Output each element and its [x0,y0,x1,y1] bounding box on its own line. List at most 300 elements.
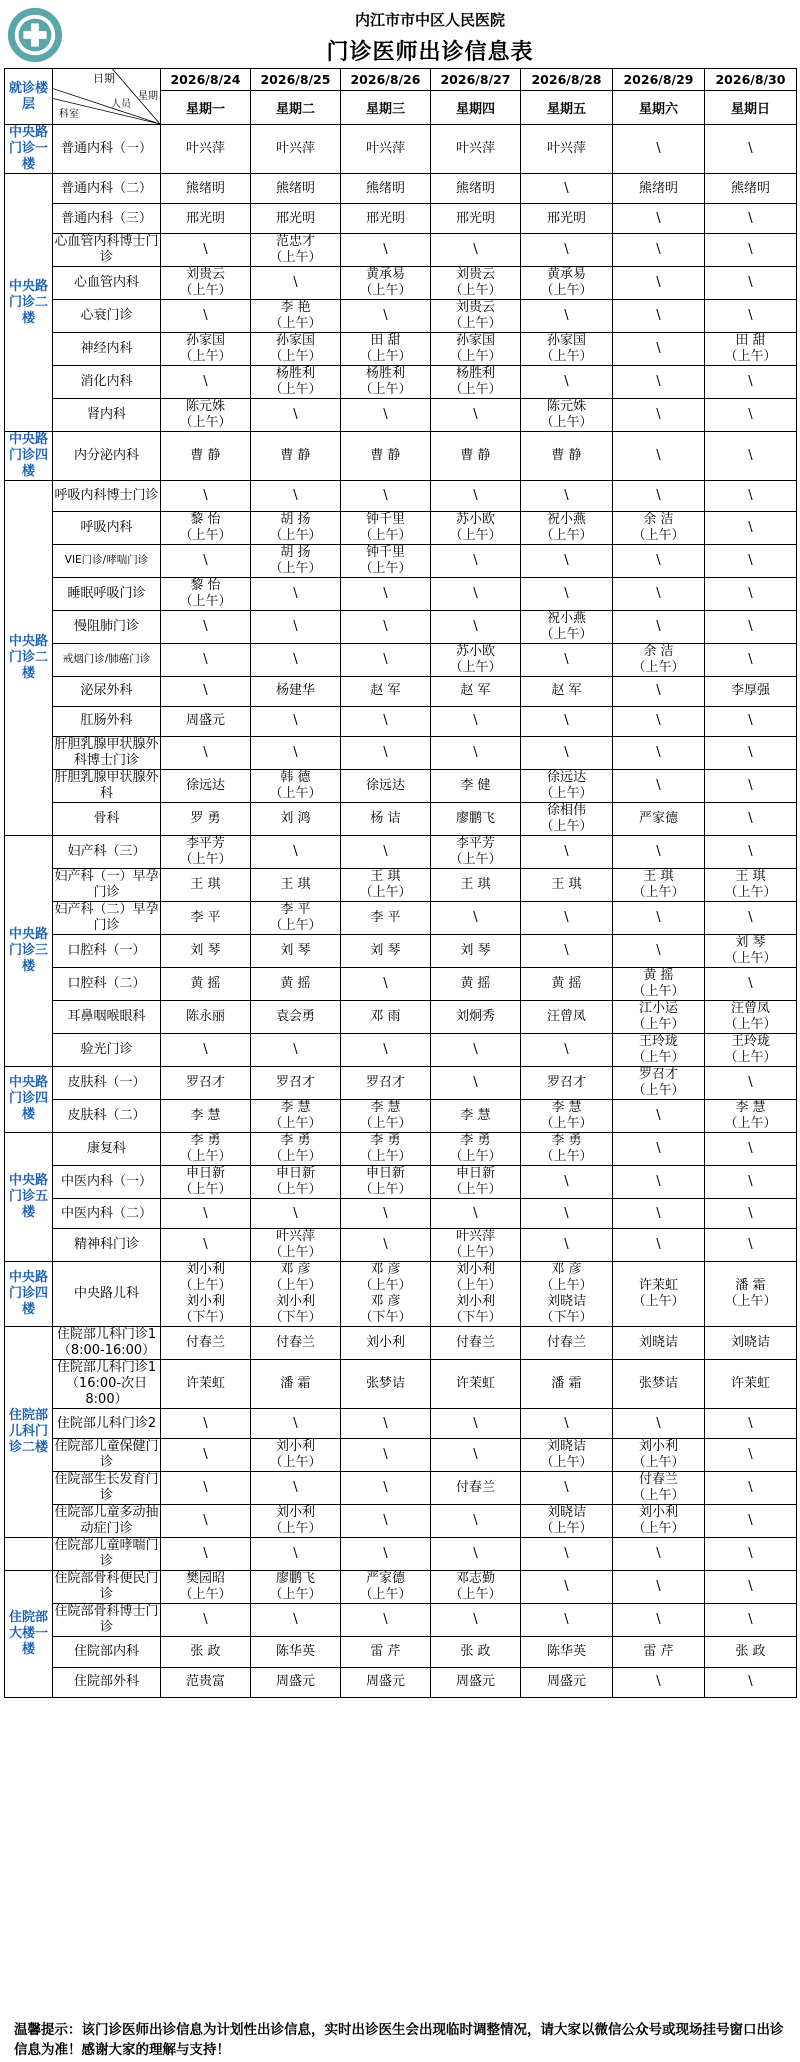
schedule-cell: \ [161,1538,251,1571]
schedule-cell: 刘晓诘 （上午） [521,1439,613,1472]
date-header: 2026/8/26 [341,69,431,91]
schedule-cell: \ [431,610,521,643]
schedule-cell: \ [341,736,431,769]
schedule-cell: \ [341,835,431,868]
schedule-cell: \ [613,366,705,399]
schedule-cell: 袁会勇 [251,1000,341,1033]
table-row [5,1198,797,1228]
dept-cell: 中央路儿科 [53,1262,161,1327]
schedule-cell: 邢光明 [251,204,341,234]
dept-cell: VIE门诊/哮喘门诊 [53,544,161,577]
schedule-cell: 徐相伟 （上午） [521,802,613,835]
schedule-cell: 王 琪 （上午） [341,868,431,901]
schedule-cell: \ [161,1439,251,1472]
schedule-cell: 邓 彦 （上午） 刘晓诘 （下午） [521,1262,613,1327]
schedule-cell: 钟千里 （上午） [341,511,431,544]
schedule-cell: 申日新 （上午） [161,1165,251,1198]
dept-cell: 中医内科（二） [53,1198,161,1228]
schedule-cell: 刘小利 （上午） 刘小利 （下午） [431,1262,521,1327]
schedule-cell: \ [613,300,705,333]
schedule-cell: 廖鹏飞 [431,802,521,835]
schedule-cell: 邓志勤 （上午） [431,1571,521,1604]
schedule-cell: \ [705,1505,797,1538]
schedule-cell: \ [613,432,705,481]
schedule-cell: \ [613,1409,705,1439]
schedule-cell: \ [613,1604,705,1637]
schedule-cell: 熊绪明 [705,174,797,204]
schedule-cell: \ [705,1667,797,1697]
schedule-cell: 孙家国 （上午） [161,333,251,366]
schedule-cell: \ [705,481,797,511]
schedule-cell: \ [341,1439,431,1472]
schedule-cell: 叶兴萍 （上午） [251,1229,341,1262]
schedule-cell: 雷 芹 [613,1637,705,1667]
schedule-cell: \ [705,1229,797,1262]
schedule-cell: 王玲珑 （上午） [613,1033,705,1066]
schedule-cell: 叶兴萍 [521,125,613,174]
table-row [5,481,797,511]
schedule-cell: 王 琪 [521,868,613,901]
schedule-cell: \ [705,1538,797,1571]
schedule-cell: \ [705,967,797,1000]
schedule-cell: \ [251,1198,341,1228]
schedule-cell: \ [613,769,705,802]
table-row [5,1571,797,1604]
schedule-cell: 潘 霜 [251,1360,341,1409]
schedule-cell: 黎 怡 （上午） [161,577,251,610]
schedule-cell: 祝小燕 （上午） [521,610,613,643]
schedule-cell: 陈华英 [251,1637,341,1667]
date-header: 2026/8/29 [613,69,705,91]
schedule-cell: 罗 勇 [161,802,251,835]
floor-cell: 中央路门诊四楼 [5,1262,53,1327]
date-header: 2026/8/24 [161,69,251,91]
schedule-cell: 徐远达 （上午） [521,769,613,802]
schedule-cell: \ [431,1439,521,1472]
schedule-cell: 陈元姝 （上午） [161,399,251,432]
schedule-cell: \ [251,610,341,643]
schedule-cell: \ [341,1505,431,1538]
schedule-cell: \ [251,481,341,511]
schedule-cell: \ [613,901,705,934]
table-row [5,802,797,835]
schedule-cell: \ [341,481,431,511]
schedule-cell: \ [431,481,521,511]
schedule-cell: 付春兰 [521,1327,613,1360]
dept-cell: 妇产科（三） [53,835,161,868]
schedule-cell: \ [161,234,251,267]
dept-cell: 验光门诊 [53,1033,161,1066]
schedule-cell: 李 艳 （上午） [251,300,341,333]
schedule-cell: 刘小利 （上午） [251,1439,341,1472]
dept-cell: 消化内科 [53,366,161,399]
table-row [5,1439,797,1472]
schedule-cell: 叶兴萍 [251,125,341,174]
table-row [5,234,797,267]
date-header: 2026/8/28 [521,69,613,91]
schedule-cell: 曹 静 [161,432,251,481]
schedule-cell: \ [521,234,613,267]
schedule-cell: 王 琪 （上午） [613,868,705,901]
table-row [5,174,797,204]
schedule-cell: \ [251,577,341,610]
hospital-name: 内江市市中区人民医院 [354,11,505,29]
dept-cell: 妇产科（一）早孕门诊 [54,868,159,900]
schedule-cell: \ [705,1165,797,1198]
schedule-cell: \ [341,1604,431,1637]
table-row [5,577,797,610]
schedule-cell: \ [613,1099,705,1132]
schedule-cell: 刘小利 （上午） [251,1505,341,1538]
schedule-cell: 李 慧 [431,1099,521,1132]
table-row [5,967,797,1000]
schedule-cell: \ [705,1439,797,1472]
dept-cell: 肛肠外科 [53,706,161,736]
schedule-cell: \ [161,1409,251,1439]
schedule-cell: 张梦诘 [613,1360,705,1409]
dept-cell: 神经内科 [53,333,161,366]
schedule-cell: 罗召才 （上午） [613,1066,705,1099]
dept-cell: 肝胆乳腺甲状腺外科博士门诊 [54,736,159,768]
schedule-cell: 刘晓诘 [613,1327,705,1360]
schedule-cell: \ [251,1538,341,1571]
table-row [5,1505,797,1538]
schedule-cell: \ [613,234,705,267]
schedule-cell: 李 勇 （上午） [431,1132,521,1165]
schedule-cell: \ [251,643,341,676]
schedule-cell: \ [613,1538,705,1571]
dept-cell: 戒烟门诊/肺癌门诊 [53,643,161,676]
schedule-cell: 李 平 [161,901,251,934]
schedule-cell: \ [705,300,797,333]
schedule-cell: 许茉虹 [431,1360,521,1409]
table-row [5,676,797,706]
schedule-cell: 付春兰 [431,1472,521,1505]
dept-cell: 住院部骨科便民门诊 [54,1571,159,1603]
schedule-cell: 陈永丽 [161,1000,251,1033]
schedule-cell: 黄承易 （上午） [341,267,431,300]
schedule-cell: 周盛元 [161,706,251,736]
date-corner-label: 日期 [93,72,115,85]
schedule-cell: 付春兰 （上午） [613,1472,705,1505]
schedule-cell: \ [705,706,797,736]
schedule-cell: \ [161,1472,251,1505]
floor-cell: 中央路门诊三楼 [5,835,53,1066]
dept-cell: 住院部儿科门诊2 [53,1409,161,1439]
schedule-cell: 黄 摇 [161,967,251,1000]
dept-cell: 住院部儿童哮喘门诊 [54,1538,159,1570]
schedule-cell: \ [705,204,797,234]
floor-cell: 中央路门诊一楼 [5,125,53,174]
schedule-cell: \ [251,1409,341,1439]
schedule-cell: \ [705,835,797,868]
schedule-cell: 胡 扬 （上午） [251,544,341,577]
schedule-cell: \ [161,610,251,643]
schedule-cell: 周盛元 [521,1667,613,1697]
schedule-cell: 熊绪明 [431,174,521,204]
schedule-cell: 李 慧 （上午） [521,1099,613,1132]
table-row [5,511,797,544]
dept-cell: 精神科门诊 [53,1229,161,1262]
schedule-cell: \ [341,1472,431,1505]
schedule-cell: 张 政 [705,1637,797,1667]
schedule-cell: \ [341,234,431,267]
schedule-cell: \ [705,736,797,769]
dept-cell: 住院部生长发育门诊 [54,1472,159,1504]
schedule-cell: 刘贵云 （上午） [431,300,521,333]
weekday-header: 星期二 [251,91,341,125]
dept-corner-label: 科室 [59,109,79,120]
schedule-cell: 刘小利 [341,1327,431,1360]
dept-cell: 耳鼻咽喉眼科 [53,1000,161,1033]
schedule-cell: 祝小燕 （上午） [521,511,613,544]
schedule-cell: 孙家国 （上午） [521,333,613,366]
dept-cell: 康复科 [53,1132,161,1165]
schedule-cell: \ [521,481,613,511]
floor-cell: 中央路门诊二楼 [5,174,53,432]
dept-cell: 皮肤科（二） [53,1099,161,1132]
schedule-cell: \ [251,706,341,736]
schedule-cell: \ [705,802,797,835]
schedule-cell: 邢光明 [521,204,613,234]
table-row [5,366,797,399]
schedule-cell: \ [341,610,431,643]
schedule-cell: 申日新 （上午） [341,1165,431,1198]
schedule-cell: 潘 霜 [521,1360,613,1409]
schedule-cell: \ [613,267,705,300]
schedule-cell: \ [613,706,705,736]
schedule-cell: \ [521,1229,613,1262]
schedule-cell: \ [521,1604,613,1637]
schedule-cell: \ [161,736,251,769]
schedule-cell: \ [613,577,705,610]
floor-cell: 中央路门诊五楼 [5,1132,53,1261]
schedule-cell: 李 平 [341,901,431,934]
schedule-cell: 邓 彦 （上午） 邓 彦 （下午） [341,1262,431,1327]
hospital-logo [6,6,64,64]
schedule-cell: \ [431,1538,521,1571]
table-row [5,1409,797,1439]
schedule-cell: 王 琪 [431,868,521,901]
schedule-cell: 王玲珑 （上午） [705,1033,797,1066]
schedule-cell: \ [341,1538,431,1571]
weekday-header: 星期四 [431,91,521,125]
schedule-cell: \ [161,643,251,676]
schedule-cell: 杨建华 [251,676,341,706]
schedule-cell: \ [521,366,613,399]
schedule-cell: \ [705,643,797,676]
floor-header: 就诊楼层 [5,69,53,125]
table-row [5,125,797,174]
schedule-cell: \ [161,300,251,333]
table-row [5,333,797,366]
table-row [5,1667,797,1697]
schedule-cell: \ [705,511,797,544]
header-date-row [5,69,797,91]
schedule-cell: 杨胜利 （上午） [431,366,521,399]
schedule-cell: \ [521,577,613,610]
schedule-cell: \ [705,1198,797,1228]
schedule-cell: 陈元姝 （上午） [521,399,613,432]
schedule-cell: \ [613,610,705,643]
table-row [5,1538,797,1571]
schedule-cell: 黎 怡 （上午） [161,511,251,544]
schedule-cell: \ [705,1409,797,1439]
schedule-cell: 潘 霜 （上午） [705,1262,797,1327]
schedule-cell: \ [613,835,705,868]
schedule-cell: \ [161,481,251,511]
schedule-cell: 刘小利 （上午） [613,1439,705,1472]
table-row [5,204,797,234]
schedule-cell: \ [705,901,797,934]
schedule-cell: 赵 军 [341,676,431,706]
table-row [5,736,797,769]
schedule-cell: \ [705,610,797,643]
schedule-cell: \ [431,234,521,267]
schedule-cell: \ [705,769,797,802]
schedule-table [4,68,797,1698]
schedule-cell: 黄 摇 （上午） [613,967,705,1000]
schedule-cell: \ [613,333,705,366]
schedule-cell: \ [705,432,797,481]
schedule-cell: \ [431,577,521,610]
schedule-cell: 王 琪 [161,868,251,901]
schedule-cell: 曹 静 [251,432,341,481]
dept-cell: 普通内科（三） [53,204,161,234]
schedule-cell: \ [521,1538,613,1571]
dept-cell: 口腔科（一） [53,934,161,967]
dept-cell: 内分泌内科 [53,432,161,481]
schedule-cell: 韩 德 （上午） [251,769,341,802]
floor-cell [5,1538,53,1571]
schedule-cell: 汪曾凤 [521,1000,613,1033]
schedule-cell: 李 勇 （上午） [251,1132,341,1165]
table-row [5,1132,797,1165]
schedule-cell: 付春兰 [251,1327,341,1360]
schedule-cell: \ [705,1132,797,1165]
schedule-cell: 刘 琴 [431,934,521,967]
schedule-cell: 叶兴萍 （上午） [431,1229,521,1262]
table-row [5,1327,797,1360]
schedule-cell: 雷 芹 [341,1637,431,1667]
schedule-cell: 樊园昭 （上午） [161,1571,251,1604]
schedule-cell: \ [521,706,613,736]
table-row [5,432,797,481]
schedule-cell: \ [613,736,705,769]
schedule-cell: \ [341,706,431,736]
schedule-cell: 邓 雨 [341,1000,431,1033]
schedule-cell: \ [431,736,521,769]
dept-cell: 普通内科（二） [53,174,161,204]
table-row [5,1099,797,1132]
schedule-cell: \ [705,234,797,267]
dept-cell: 泌尿外科 [53,676,161,706]
schedule-cell: \ [341,1033,431,1066]
table-row [5,300,797,333]
schedule-cell: 李 勇 （上午） [521,1132,613,1165]
dept-cell: 皮肤科（一） [53,1066,161,1099]
weekday-header: 星期三 [341,91,431,125]
schedule-cell: 罗召才 [161,1066,251,1099]
schedule-cell: 李 平 （上午） [251,901,341,934]
weekday-corner-label: 星期 [138,91,158,102]
schedule-cell: 曹 静 [521,432,613,481]
schedule-cell: 严家德 [613,802,705,835]
schedule-cell: 汪曾凤 （上午） [705,1000,797,1033]
schedule-cell: 田 甜 （上午） [705,333,797,366]
schedule-cell: 邢光明 [161,204,251,234]
schedule-cell: \ [431,1604,521,1637]
schedule-cell: 范贵富 [161,1667,251,1697]
schedule-cell: \ [251,267,341,300]
schedule-cell: 孙家国 （上午） [251,333,341,366]
table-row [5,934,797,967]
weekday-header: 星期五 [521,91,613,125]
schedule-cell: \ [705,366,797,399]
schedule-cell: \ [161,544,251,577]
schedule-cell: 许茉虹 [161,1360,251,1409]
schedule-cell: \ [341,1229,431,1262]
table-row [5,769,797,802]
dept-cell: 呼吸内科 [53,511,161,544]
schedule-cell: \ [341,300,431,333]
dept-cell: 睡眠呼吸门诊 [53,577,161,610]
schedule-cell: 黄承易 （上午） [521,267,613,300]
table-row [5,610,797,643]
schedule-cell: \ [613,1165,705,1198]
schedule-cell: \ [341,643,431,676]
schedule-cell: 钟千里 （上午） [341,544,431,577]
schedule-cell: 熊绪明 [161,174,251,204]
table-row [5,1472,797,1505]
schedule-cell: 黄 摇 [431,967,521,1000]
schedule-cell: \ [613,1198,705,1228]
schedule-cell: 李 勇 （上午） [161,1132,251,1165]
schedule-cell: 刘晓诘 （上午） [521,1505,613,1538]
schedule-cell: \ [705,1472,797,1505]
schedule-cell: \ [705,125,797,174]
schedule-cell: 熊绪明 [341,174,431,204]
schedule-cell: 赵 军 [431,676,521,706]
dept-cell: 心血管内科博士门诊 [54,234,159,266]
schedule-cell: 黄 摇 [521,967,613,1000]
schedule-cell: 田 甜 （上午） [341,333,431,366]
schedule-cell: 周盛元 [341,1667,431,1697]
dept-cell: 住院部儿童多动抽动症门诊 [54,1505,159,1537]
schedule-cell: 周盛元 [251,1667,341,1697]
dept-cell: 住院部儿科门诊1 （16:00-次日8:00） [53,1360,161,1409]
schedule-cell: \ [431,544,521,577]
dept-cell: 中医内科（一） [53,1165,161,1198]
schedule-cell: \ [613,204,705,234]
schedule-cell: 付春兰 [431,1327,521,1360]
table-row [5,1000,797,1033]
schedule-cell: \ [613,1571,705,1604]
schedule-cell: 付春兰 [161,1327,251,1360]
footer-note: 温馨提示：该门诊医师出诊信息为计划性出诊信息，实时出诊医生会出现临时调整情况，请大家以微信公众号或现场挂号窗口出诊信息为准！感谢大家的理解与支持！ [14,2022,784,2058]
schedule-cell: \ [341,577,431,610]
schedule-cell: \ [613,1667,705,1697]
schedule-cell: \ [251,736,341,769]
staff-corner-label: 人员 [111,99,131,110]
table-row [5,399,797,432]
schedule-cell: \ [161,1198,251,1228]
schedule-cell: 孙家国 （上午） [431,333,521,366]
weekday-header: 星期一 [161,91,251,125]
table-row [5,267,797,300]
schedule-cell: 李 慧 [161,1099,251,1132]
schedule-cell: 熊绪明 [613,174,705,204]
